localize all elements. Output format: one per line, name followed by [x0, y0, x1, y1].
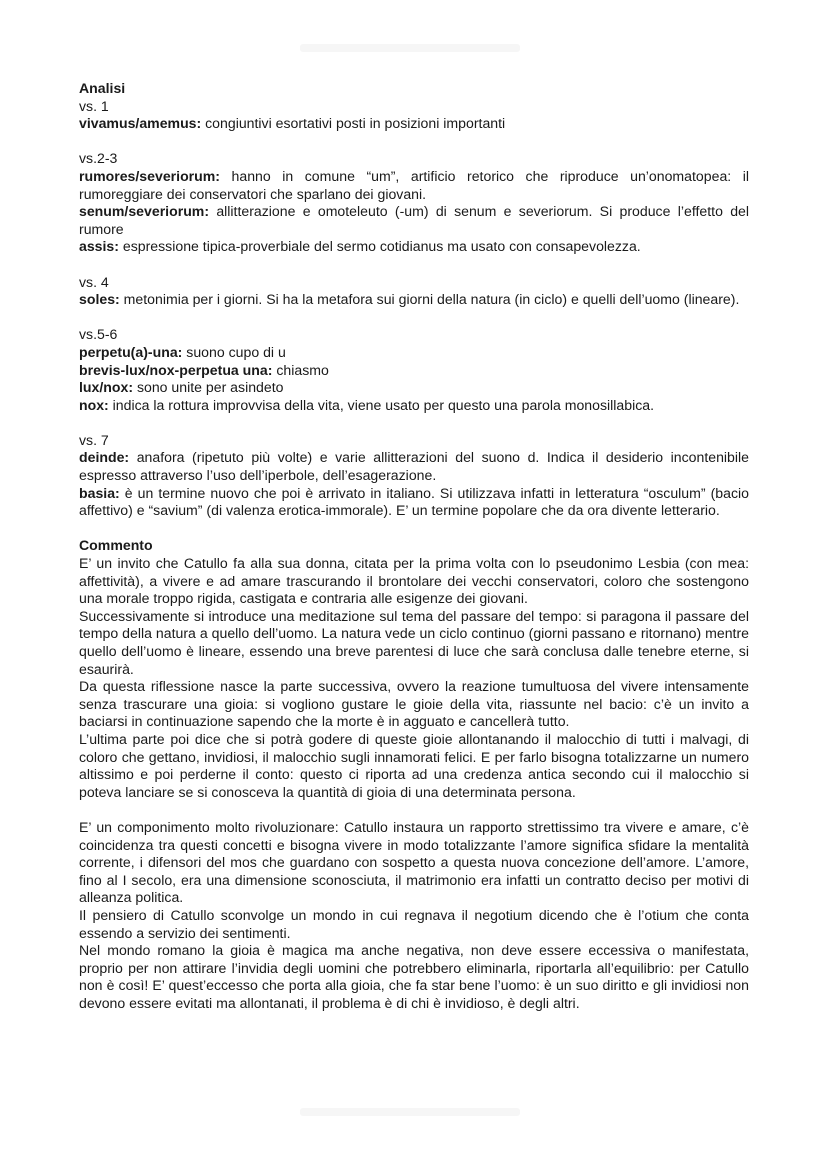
comment-paragraph: Successivamente si introduce una meditazione sul tema del passare del tempo: si paragona il passare del tempo della natura a quello dell’uomo. La natura vede un ciclo continuo (giorni passano e ritornano) mentre quello dell’uomo è lineare, essendo una breve parentesi di luce che sarà conclusa dalle tenebre eterne, si esaurirà.	[79, 607, 749, 677]
analysis-entry	[79, 238, 749, 256]
entry-text: sono unite per asindeto	[133, 379, 284, 396]
entry-text: suono cupo di u	[182, 343, 286, 360]
comment-paragraph: Il pensiero di Catullo sconvolge un mondo in cui regnava il negotium dicendo che è l’otium che conta essendo a servizio dei sentimenti.	[79, 906, 749, 941]
section-vs-2-3	[79, 150, 749, 256]
entry-term: basia:	[79, 484, 120, 501]
analysis-entry	[79, 115, 749, 133]
section-vs-7	[79, 432, 749, 520]
analysis-entry	[79, 291, 749, 309]
comment-paragraph: E’ un componimento molto rivoluzionare: Catullo instaura un rapporto strettissimo tra vivere e amare, c’è coincidenza tra questi concetti e bisogna vivere in modo totalizzante l’amore significa sfidare la mentalità corrente, i difensori del mos che guardano con sospetto a questa nuova concezione dell’amore. L’amore, fino al I secolo, era una dimensione sconosciuta, il matrimonio era infatti un contratto deciso per motivi di alleanza politica.	[79, 818, 749, 906]
faint-header-mark	[300, 44, 520, 52]
entry-term: lux/nox:	[79, 379, 134, 396]
analysis-entry	[79, 344, 749, 362]
entry-text: congiuntivi esortativi posti in posizioni importanti	[201, 115, 506, 132]
entry-term: deinde:	[79, 449, 130, 466]
entry-text: anafora (ripetuto più volte) e varie allitterazioni del suono d. Indica il desiderio incontenibile espresso attraverso l’uso dell’iperbole, dell’esagerazione.	[79, 449, 749, 484]
analysis-entry	[79, 168, 749, 203]
analysis-entry	[79, 203, 749, 238]
analysis-entry	[79, 362, 749, 380]
entry-text: espressione tipica-proverbiale del sermo cotidianus ma usato con consapevolezza.	[118, 238, 641, 255]
comment-paragraph: L’ultima parte poi dice che si potrà godere di queste gioie allontanando il malocchio di tutti i malvagi, di coloro che gettano, invidiosi, il malocchio sugli innamorati felici. E per farlo bisogna totalizzarne un numero altissimo e poi perderne il conto: questo ci riporta ad una credenza antica secondo cui il malocchio si poteva lanciare se si conosceva la quantità di gioia di una determinata persona.	[79, 730, 749, 800]
comment-paragraph: E’ un invito che Catullo fa alla sua donna, citata per la prima volta con lo pseudonimo Lesbia (con mea: affettività), a vivere e ad amare trascurando il brontolare dei vecchi conservatori, coloro che sostengono una morale troppo rigida, castigata e contraria alle esigenze dei giovani.	[79, 555, 749, 607]
verse-label: vs. 7	[79, 431, 109, 448]
commento-block-2	[79, 819, 749, 1013]
faint-footer-mark	[300, 1108, 520, 1116]
entry-term: nox:	[79, 396, 109, 413]
entry-term: rumores/severiorum:	[79, 167, 220, 184]
verse-label: vs. 1	[79, 97, 109, 114]
comment-paragraph: Da questa riflessione nasce la parte successiva, ovvero la reazione tumultuosa del vivere intensamente senza trascurare una gioia: si vogliono gustare le gioie della vita, riassunte nel bacio: c’è un invito a baciarsi in continuazione sapendo che la morte è in agguato e cancellerà tutto.	[79, 678, 749, 730]
analisi-heading: Analisi	[79, 80, 126, 96]
comment-paragraph: Nel mondo romano la gioia è magica ma anche negativa, non deve essere eccessiva o manifestata, proprio per non attirare l’invidia degli uomini che potrebbero eliminarla, riportarla all’equilibrio: per Catullo non è così! E’ quest’eccesso che porta alla gioia, che fa star bene l’uomo: è un suo diritto e gli invidiosi non devono essere evitati ma allontanati, il problema è di chi è invidioso, è degli altri.	[79, 942, 749, 1011]
verse-label: vs.5-6	[79, 326, 118, 343]
section-vs-1	[79, 98, 749, 133]
section-vs-5-6	[79, 326, 749, 414]
section-vs-4	[79, 274, 749, 309]
analysis-entry	[79, 379, 749, 397]
analysis-entry	[79, 449, 749, 484]
document-page	[79, 80, 749, 1012]
entry-text: chiasmo	[272, 361, 329, 378]
commento-block-1	[79, 555, 749, 801]
entry-term: soles:	[79, 291, 120, 308]
entry-text: allitterazione e omoteleuto (-um) di senum e severiorum. Si produce l’effetto del rumore	[79, 203, 749, 237]
entry-text: indica la rottura improvvisa della vita, viene usato per questo una parola monosillabica.	[108, 396, 655, 413]
verse-label: vs.2-3	[79, 150, 118, 167]
entry-term: vivamus/amemus:	[79, 115, 202, 132]
entry-term: assis:	[79, 238, 119, 255]
verse-label: vs. 4	[79, 273, 109, 290]
entry-term: perpetu(a)-una:	[79, 343, 183, 360]
entry-text: metonimia per i giorni. Si ha la metafora sui giorni della natura (in ciclo) e quelli dell’uomo (lineare).	[119, 291, 740, 308]
commento-heading: Commento	[79, 537, 153, 554]
entry-text: hanno in comune “um”, artificio retorico che riproduce un’onomatopea: il rumoreggiare dei conservatori che sparlano dei giovani.	[79, 167, 749, 202]
analysis-entry	[79, 397, 749, 415]
entry-term: senum/severiorum:	[79, 203, 210, 220]
analysis-entry	[79, 485, 749, 520]
entry-text: è un termine nuovo che poi è arrivato in italiano. Si utilizzava infatti in letteratura “osculum” (bacio affettivo) e “savium” (di valenza erotica-immorale). E’ un termine popolare che da ora divente letterario.	[79, 484, 749, 519]
entry-term: brevis-lux/nox-perpetua una:	[79, 361, 273, 378]
